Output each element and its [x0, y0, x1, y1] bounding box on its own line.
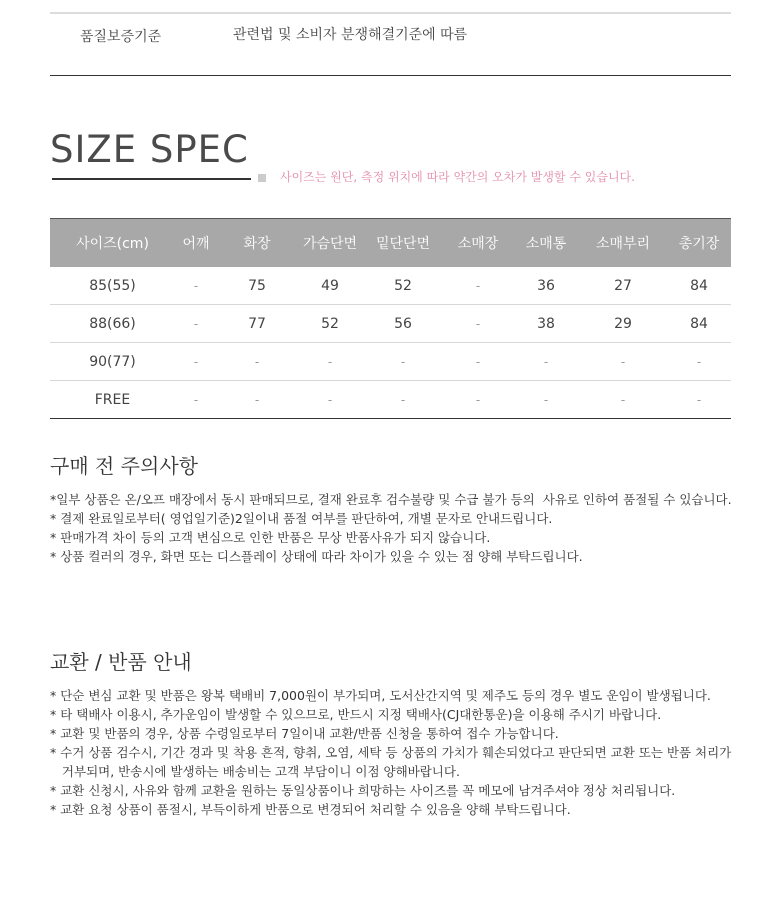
notice-item: * 교환 신청시, 사유와 함께 교환을 원하는 동일상품이나 희망하는 사이즈를 꼭 메모에 남겨주셔야 정상 처리됩니다.: [50, 783, 676, 798]
spec-header-cell: 소매장: [443, 219, 513, 267]
spec-value-cell: 38: [513, 305, 579, 343]
spec-size-cell: 90(77): [50, 343, 175, 381]
notice-item: * 수거 상품 검수시, 기간 경과 및 착용 흔적, 향취, 오염, 세탁 등 상품의 가치가 훼손되었다고 판단되면 교환 또는 반품 처리가: [50, 745, 732, 760]
spec-value-cell: -: [175, 381, 217, 419]
notice-item: * 단순 변심 교환 및 반품은 왕복 택배비 7,000원이 부가되며, 도서산간지역 및 제주도 등의 경우 별도 운임이 발생됩니다.: [50, 688, 711, 703]
spec-value-cell: -: [443, 267, 513, 305]
spec-value-cell: -: [667, 381, 731, 419]
spec-value-cell: -: [297, 381, 363, 419]
quality-bottom-divider: [50, 75, 731, 76]
spec-value-cell: 84: [667, 305, 731, 343]
spec-header-cell: 화장: [217, 219, 297, 267]
spec-value-cell: 52: [297, 305, 363, 343]
spec-value-cell: -: [217, 343, 297, 381]
exchange-guide-list: [50, 686, 731, 819]
spec-size-cell: FREE: [50, 381, 175, 419]
notice-item: * 결제 완료일로부터( 영업일기준)2일이내 품절 여부를 판단하여, 개별 문자로 안내드립니다.: [50, 511, 553, 526]
spec-row: [50, 305, 731, 343]
quality-guarantee-row: [50, 14, 731, 74]
spec-value-cell: -: [667, 343, 731, 381]
size-spec-underline: [52, 178, 251, 180]
spec-value-cell: -: [579, 381, 667, 419]
notice-item: * 상품 컬러의 경우, 화면 또는 디스플레이 상태에 따라 차이가 있을 수 있는 점 양해 부탁드립니다.: [50, 549, 583, 564]
spec-value-cell: -: [175, 343, 217, 381]
spec-value-cell: 84: [667, 267, 731, 305]
spec-header-cell: 총기장: [667, 219, 731, 267]
spec-value-cell: -: [297, 343, 363, 381]
notice-item: * 교환 및 반품의 경우, 상품 수령일로부터 7일이내 교환/반품 신청을 통하여 접수 가능합니다.: [50, 726, 559, 741]
spec-header-cell: 사이즈(cm): [50, 219, 175, 267]
spec-value-cell: 56: [363, 305, 443, 343]
spec-size-cell: 88(66): [50, 305, 175, 343]
spec-value-cell: -: [579, 343, 667, 381]
spec-value-cell: -: [513, 381, 579, 419]
spec-body: [50, 267, 731, 419]
spec-row: [50, 381, 731, 419]
spec-header-cell: 소매부리: [579, 219, 667, 267]
spec-header-cell: 밑단단면: [363, 219, 443, 267]
size-spec-table: [50, 219, 731, 419]
notice-item: * 타 택배사 이용시, 추가운임이 발생할 수 있으므로, 반드시 지정 택배사(CJ대한통운)을 이용해 주시기 바랍니다.: [50, 707, 662, 722]
size-spec-title: SIZE SPEC: [50, 128, 249, 171]
spec-value-cell: 36: [513, 267, 579, 305]
spec-value-cell: -: [217, 381, 297, 419]
spec-header-cell: 어깨: [175, 219, 217, 267]
spec-value-cell: -: [443, 381, 513, 419]
spec-value-cell: 27: [579, 267, 667, 305]
quality-label: 품질보증기준: [80, 29, 162, 45]
spec-value-cell: 29: [579, 305, 667, 343]
spec-value-cell: -: [363, 343, 443, 381]
square-bullet-icon: [258, 174, 266, 182]
exchange-guide-title: 교환 / 반품 안내: [50, 650, 192, 674]
spec-size-cell: 85(55): [50, 267, 175, 305]
notice-item: * 판매가격 차이 등의 고객 변심으로 인한 반품은 무상 반품사유가 되지 않습니다.: [50, 530, 491, 545]
spec-value-cell: -: [443, 305, 513, 343]
spec-value-cell: -: [363, 381, 443, 419]
quality-value: 관련법 및 소비자 분쟁해결기준에 따름: [233, 27, 468, 43]
spec-value-cell: -: [175, 267, 217, 305]
spec-value-cell: -: [175, 305, 217, 343]
spec-header-cell: 가슴단면: [297, 219, 363, 267]
spec-value-cell: 49: [297, 267, 363, 305]
notice-item: *일부 상품은 온/오프 매장에서 동시 판매되므로, 결재 완료후 검수불량 및 수급 불가 등의 사유로 인하여 품절될 수 있습니다.: [50, 492, 732, 507]
spec-header-row: [50, 219, 731, 267]
size-spec-note: 사이즈는 원단, 측정 위치에 따라 약간의 오차가 발생할 수 있습니다.: [280, 170, 635, 184]
spec-value-cell: 77: [217, 305, 297, 343]
spec-value-cell: -: [443, 343, 513, 381]
spec-header-cell: 소매통: [513, 219, 579, 267]
notice-item: 거부되며, 반송시에 발생하는 배송비는 고객 부담이니 이점 양해바랍니다.: [50, 764, 460, 779]
purchase-notice-title: 구매 전 주의사항: [50, 454, 198, 478]
spec-row: [50, 267, 731, 305]
purchase-notice-list: [50, 490, 732, 566]
notice-item: * 교환 요청 상품이 품절시, 부득이하게 반품으로 변경되어 처리할 수 있음을 양해 부탁드립니다.: [50, 802, 571, 817]
spec-value-cell: 52: [363, 267, 443, 305]
spec-value-cell: -: [513, 343, 579, 381]
spec-value-cell: 75: [217, 267, 297, 305]
spec-row: [50, 343, 731, 381]
